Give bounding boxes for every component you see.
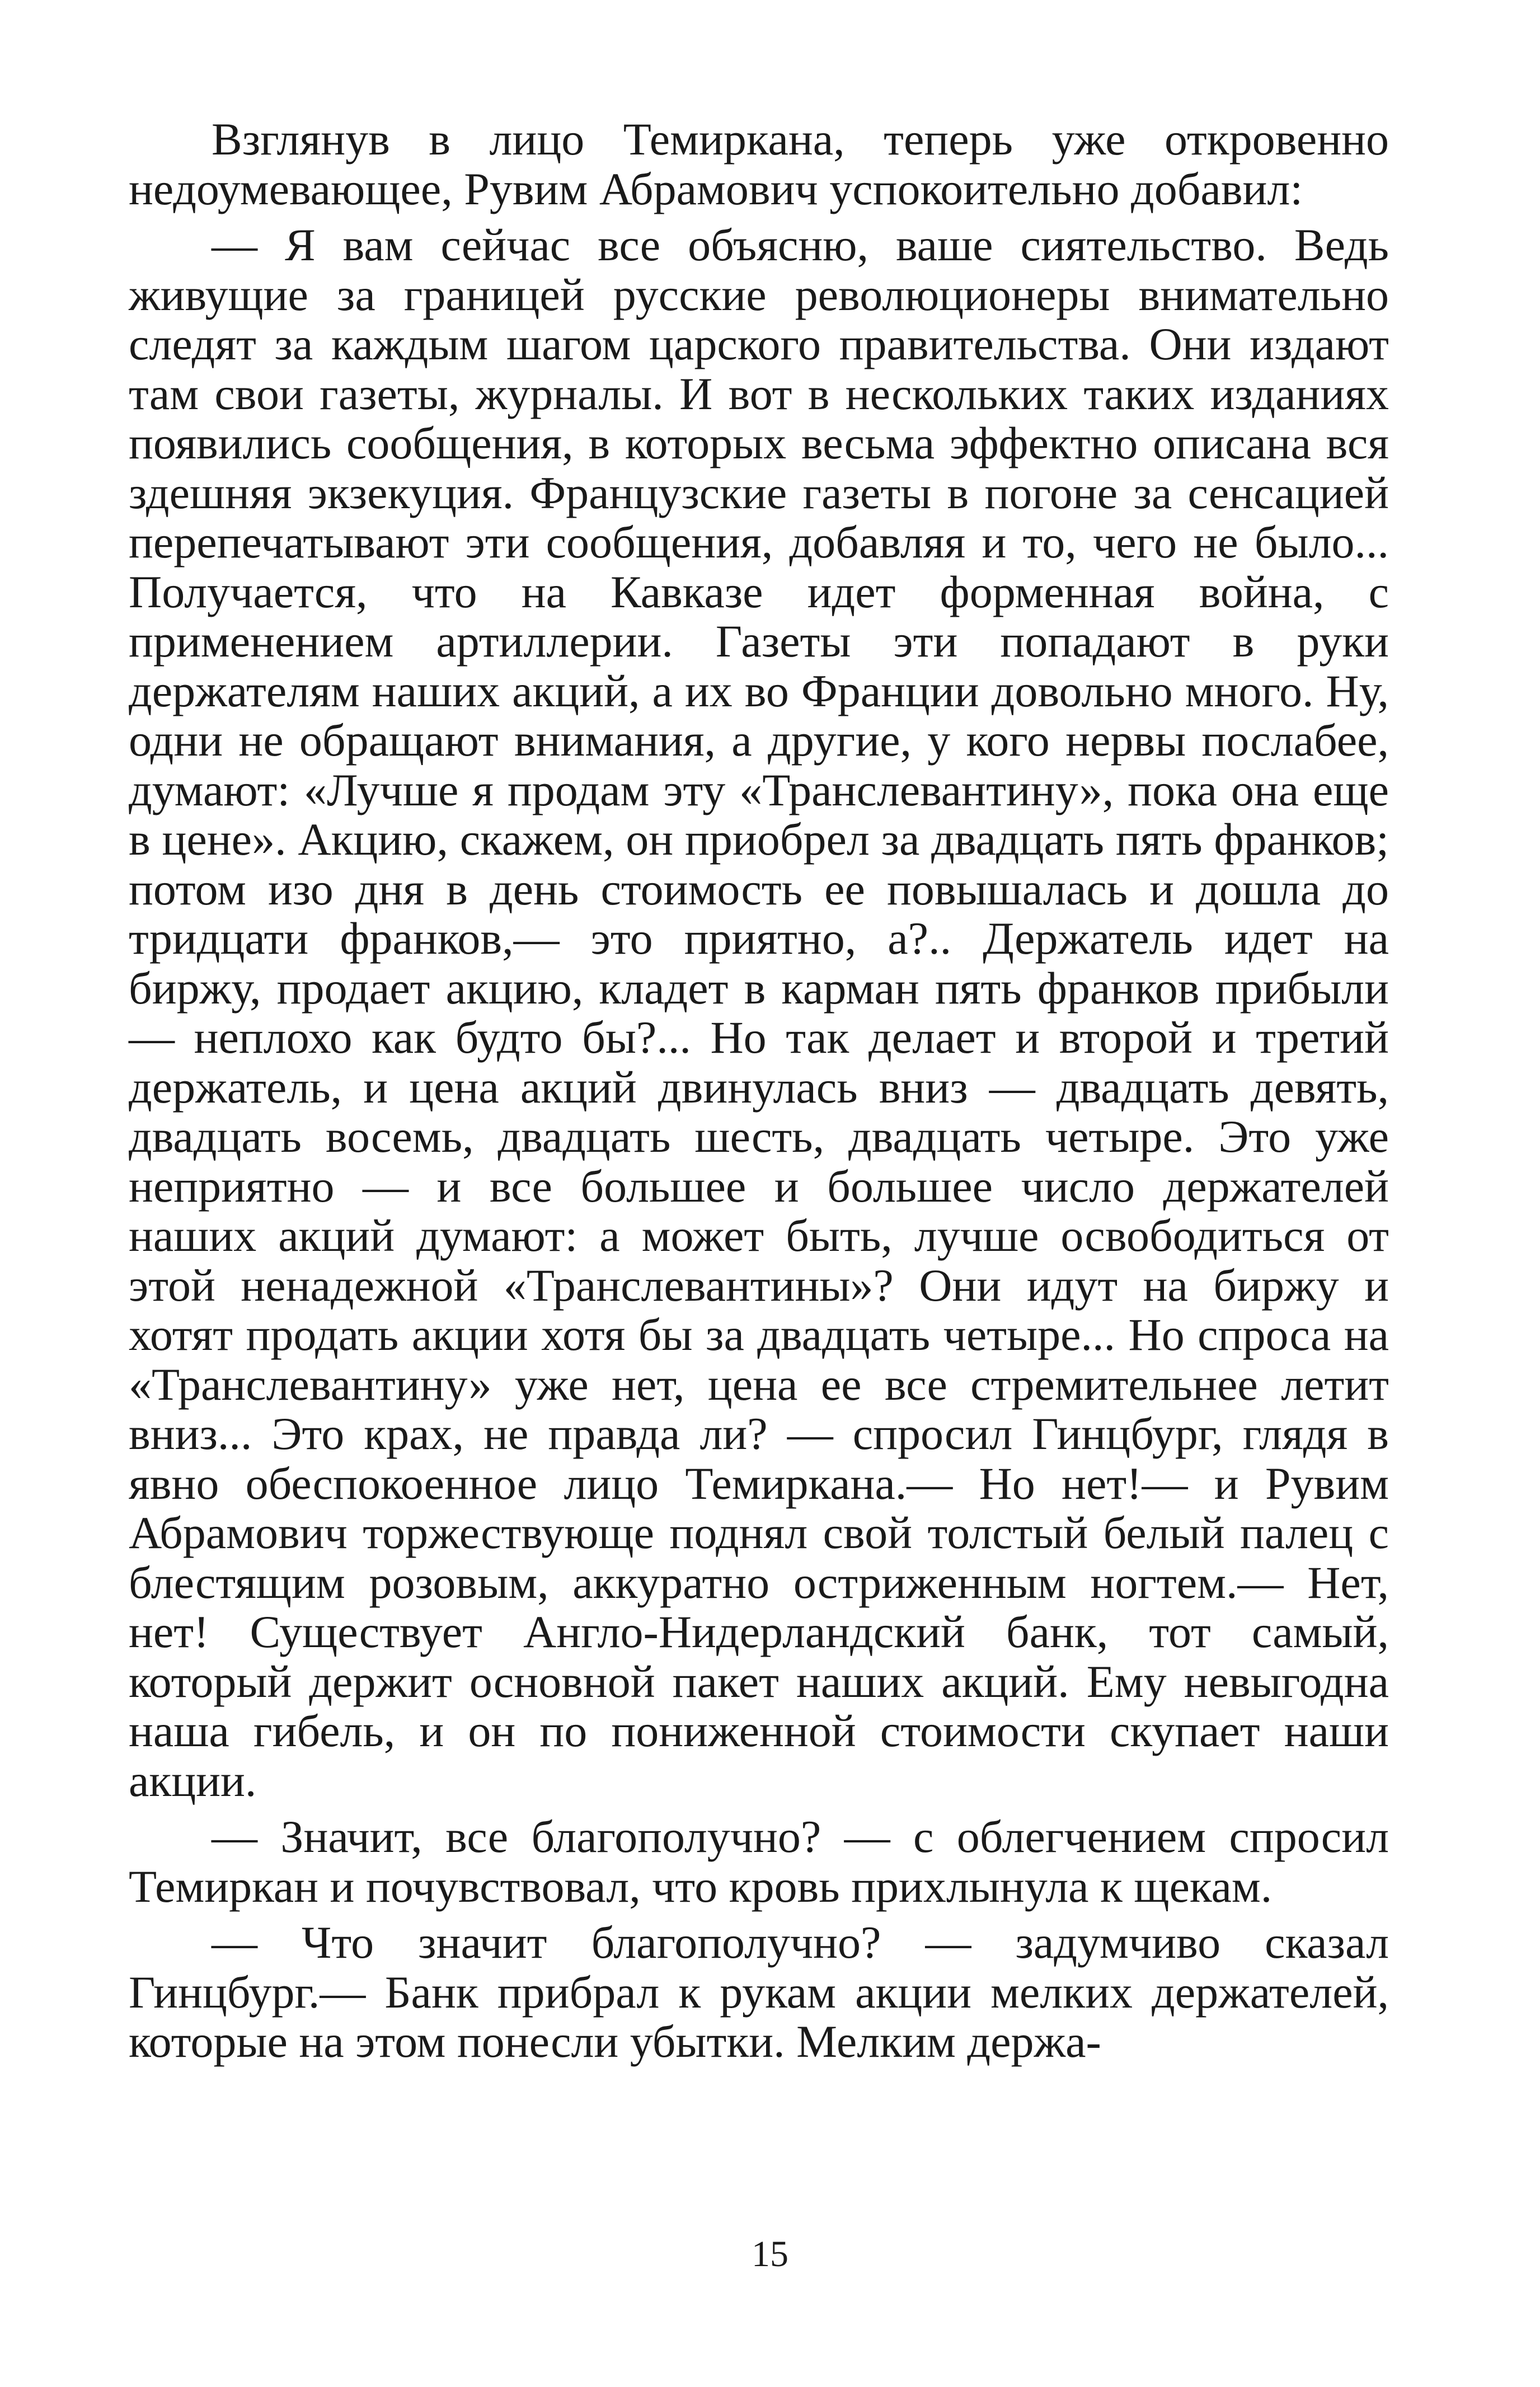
paragraph-3: — Значит, все благополучно? — с облегчением спросил Темиркан и почувствовал, что кровь прихлынула к щекам.: [129, 1811, 1389, 1912]
paragraph-4: — Что значит благополучно? — задумчиво сказал Гинцбург.— Банк прибрал к рукам акции мелких держателей, которые на этом понесли убытки. Мелким держа-: [129, 1917, 1389, 2067]
page-number: 15: [752, 2234, 788, 2275]
paragraph-2: — Я вам сейчас все объясню, ваше сиятельство. Ведь живущие за границей русские революционеры внимательно следят за каждым шагом царского правительства. Они издают там свои газеты, журналы. И вот в нескольких таких изданиях появились сообщения, в которых весьма эффектно описана вся здешняя экзекуция. Французские газеты в погоне за сенсацией перепечатывают эти сообщения, добавляя и то, чего не было... Получается, что на Кавказе идет форменная война, с применением артиллерии. Газеты эти попадают в руки держателям наших акций, а их во Франции довольно много. Ну, одни не обращают внимания, а другие, у кого нервы послабее, думают: «Лучше я продам эту «Транслевантину», пока она еще в цене». Акцию, скажем, он приобрел за двадцать пять франков; потом изо дня в день стоимость ее повышалась и дошла до тридцати франков,— это приятно, а?.. Держатель идет на биржу, продает акцию, кладет в карман пять франков прибыли — неплохо как будто бы?... Но так делает и второй и третий держатель, и цена акций двинулась вниз — двадцать девять, двадцать восемь, двадцать шесть, двадцать четыре. Это уже неприятно — и все большее и большее число держателей наших акций думают: а может быть, лучше освободиться от этой ненадежной «Транслевантины»? Они идут на биржу и хотят продать акции хотя бы за двадцать четыре... Но спроса на «Транслевантину» уже нет, цена ее все стремительнее летит вниз... Это крах, не правда ли? — спросил Гинцбург, глядя в явно обеспокоенное лицо Темиркана.— Но нет!— и Рувим Абрамович торжествующе поднял свой толстый белый палец с блестящим розовым, аккуратно остриженным ногтем.— Нет, нет! Существует Англо-Нидерландский банк, тот самый, который держит основной пакет наших акций. Ему невыгодна наша гибель, и он по пониженной стоимости скупает наши акции.: [129, 219, 1389, 1806]
paragraph-1: Взглянув в лицо Темиркана, теперь уже откровенно недоумевающее, Рувим Абрамович успокоительно добавил:: [129, 114, 1389, 214]
body-text: [129, 115, 1389, 2074]
